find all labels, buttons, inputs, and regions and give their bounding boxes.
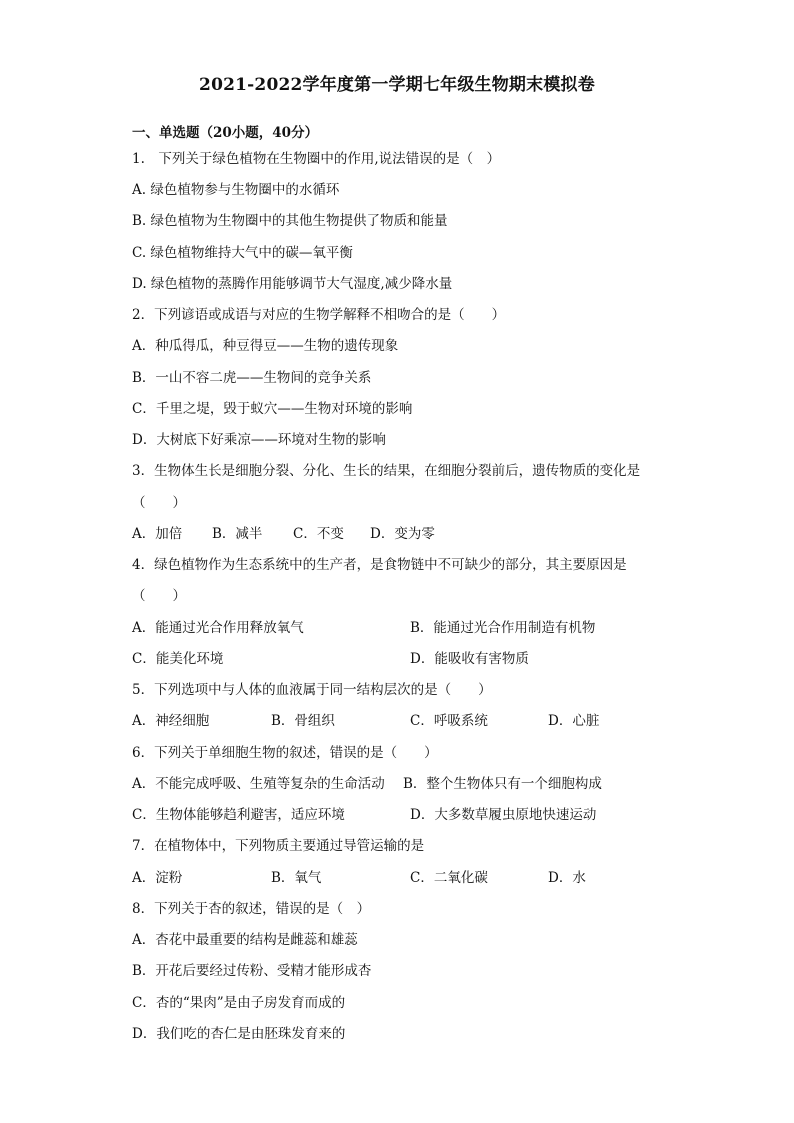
question-6-stem: 6．下列关于单细胞生物的叙述，错误的是（ ） <box>132 745 438 761</box>
question-6-option-c[interactable]: C．生物体能够趋利避害，适应环境 <box>132 807 345 823</box>
question-2-option-b[interactable]: B．一山不容二虎——生物间的竞争关系 <box>132 370 372 386</box>
question-7-option-a[interactable]: A．淀粉 <box>132 870 183 886</box>
question-3-stem: 3．生物体生长是细胞分裂、分化、生长的结果，在细胞分裂前后，遗传物质的变化是 <box>132 463 641 479</box>
question-7-option-b[interactable]: B．氧气 <box>271 870 322 886</box>
question-7-option-c[interactable]: C．二氧化碳 <box>410 870 488 886</box>
question-5-option-b[interactable]: B．骨组织 <box>271 713 335 729</box>
question-4-stem: 4．绿色植物作为生态系统中的生产者，是食物链中不可缺少的部分，其主要原因是 <box>132 557 627 573</box>
question-5-option-a[interactable]: A．神经细胞 <box>132 713 210 729</box>
question-4-option-b[interactable]: B．能通过光合作用制造有机物 <box>410 620 596 636</box>
question-6-option-d[interactable]: D．大多数草履虫原地快速运动 <box>410 807 597 823</box>
question-1-option-a[interactable]: A. 绿色植物参与生物圈中的水循环 <box>132 182 340 198</box>
question-5-option-c[interactable]: C．呼吸系统 <box>410 713 488 729</box>
question-2-option-c[interactable]: C．千里之堤，毁于蚁穴——生物对环境的影响 <box>132 401 413 417</box>
question-8-stem: 8．下列关于杏的叙述，错误的是（ ） <box>132 901 371 917</box>
question-1-option-d[interactable]: D. 绿色植物的蒸腾作用能够调节大气湿度,减少降水量 <box>132 276 453 292</box>
question-5-stem: 5．下列选项中与人体的血液属于同一结构层次的是（ ） <box>132 682 492 698</box>
question-2-option-d[interactable]: D．大树底下好乘凉——环境对生物的影响 <box>132 432 386 448</box>
section-heading: 一、单选题（20小题，40分） <box>132 125 319 141</box>
question-1-option-c[interactable]: C. 绿色植物维持大气中的碳—氧平衡 <box>132 245 353 261</box>
question-7-option-d[interactable]: D．水 <box>548 870 586 886</box>
question-8-option-b[interactable]: B．开花后要经过传粉、受精才能形成杏 <box>132 963 372 979</box>
question-6-option-a[interactable]: A．不能完成呼吸、生殖等复杂的生命活动 <box>132 776 385 792</box>
question-6-option-b[interactable]: B．整个生物体只有一个细胞构成 <box>403 776 602 792</box>
question-5-option-d[interactable]: D．心脏 <box>548 713 600 729</box>
question-2-option-a[interactable]: A．种瓜得瓜，种豆得豆——生物的遗传现象 <box>132 338 399 354</box>
question-3-option-a[interactable]: A．加倍 <box>132 526 183 542</box>
question-4-option-a[interactable]: A．能通过光合作用释放氧气 <box>132 620 304 636</box>
question-4-option-d[interactable]: D．能吸收有害物质 <box>410 651 529 667</box>
question-3-option-c[interactable]: C．不变 <box>293 526 344 542</box>
question-8-option-a[interactable]: A．杏花中最重要的结构是雌蕊和雄蕊 <box>132 932 358 948</box>
question-2-stem: 2．下列谚语或成语与对应的生物学解释不相吻合的是（ ） <box>132 307 506 323</box>
question-1-stem: 1. 下列关于绿色植物在生物圈中的作用,说法错误的是（ ） <box>132 151 501 167</box>
question-3-stem-cont: （ ） <box>132 495 186 511</box>
question-3-option-b[interactable]: B．减半 <box>212 526 263 542</box>
question-8-option-c[interactable]: C．杏的“果肉”是由子房发育而成的 <box>132 995 346 1011</box>
question-7-stem: 7．在植物体中，下列物质主要通过导管运输的是 <box>132 838 425 854</box>
question-1-option-b[interactable]: B. 绿色植物为生物圈中的其他生物提供了物质和能量 <box>132 213 448 229</box>
question-3-option-d[interactable]: D．变为零 <box>370 526 435 542</box>
question-4-option-c[interactable]: C．能美化环境 <box>132 651 224 667</box>
question-8-option-d[interactable]: D．我们吃的杏仁是由胚珠发育来的 <box>132 1026 346 1042</box>
page-title: 2021-2022学年度第一学期七年级生物期末模拟卷 <box>199 75 595 95</box>
question-4-stem-cont: （ ） <box>132 588 186 604</box>
